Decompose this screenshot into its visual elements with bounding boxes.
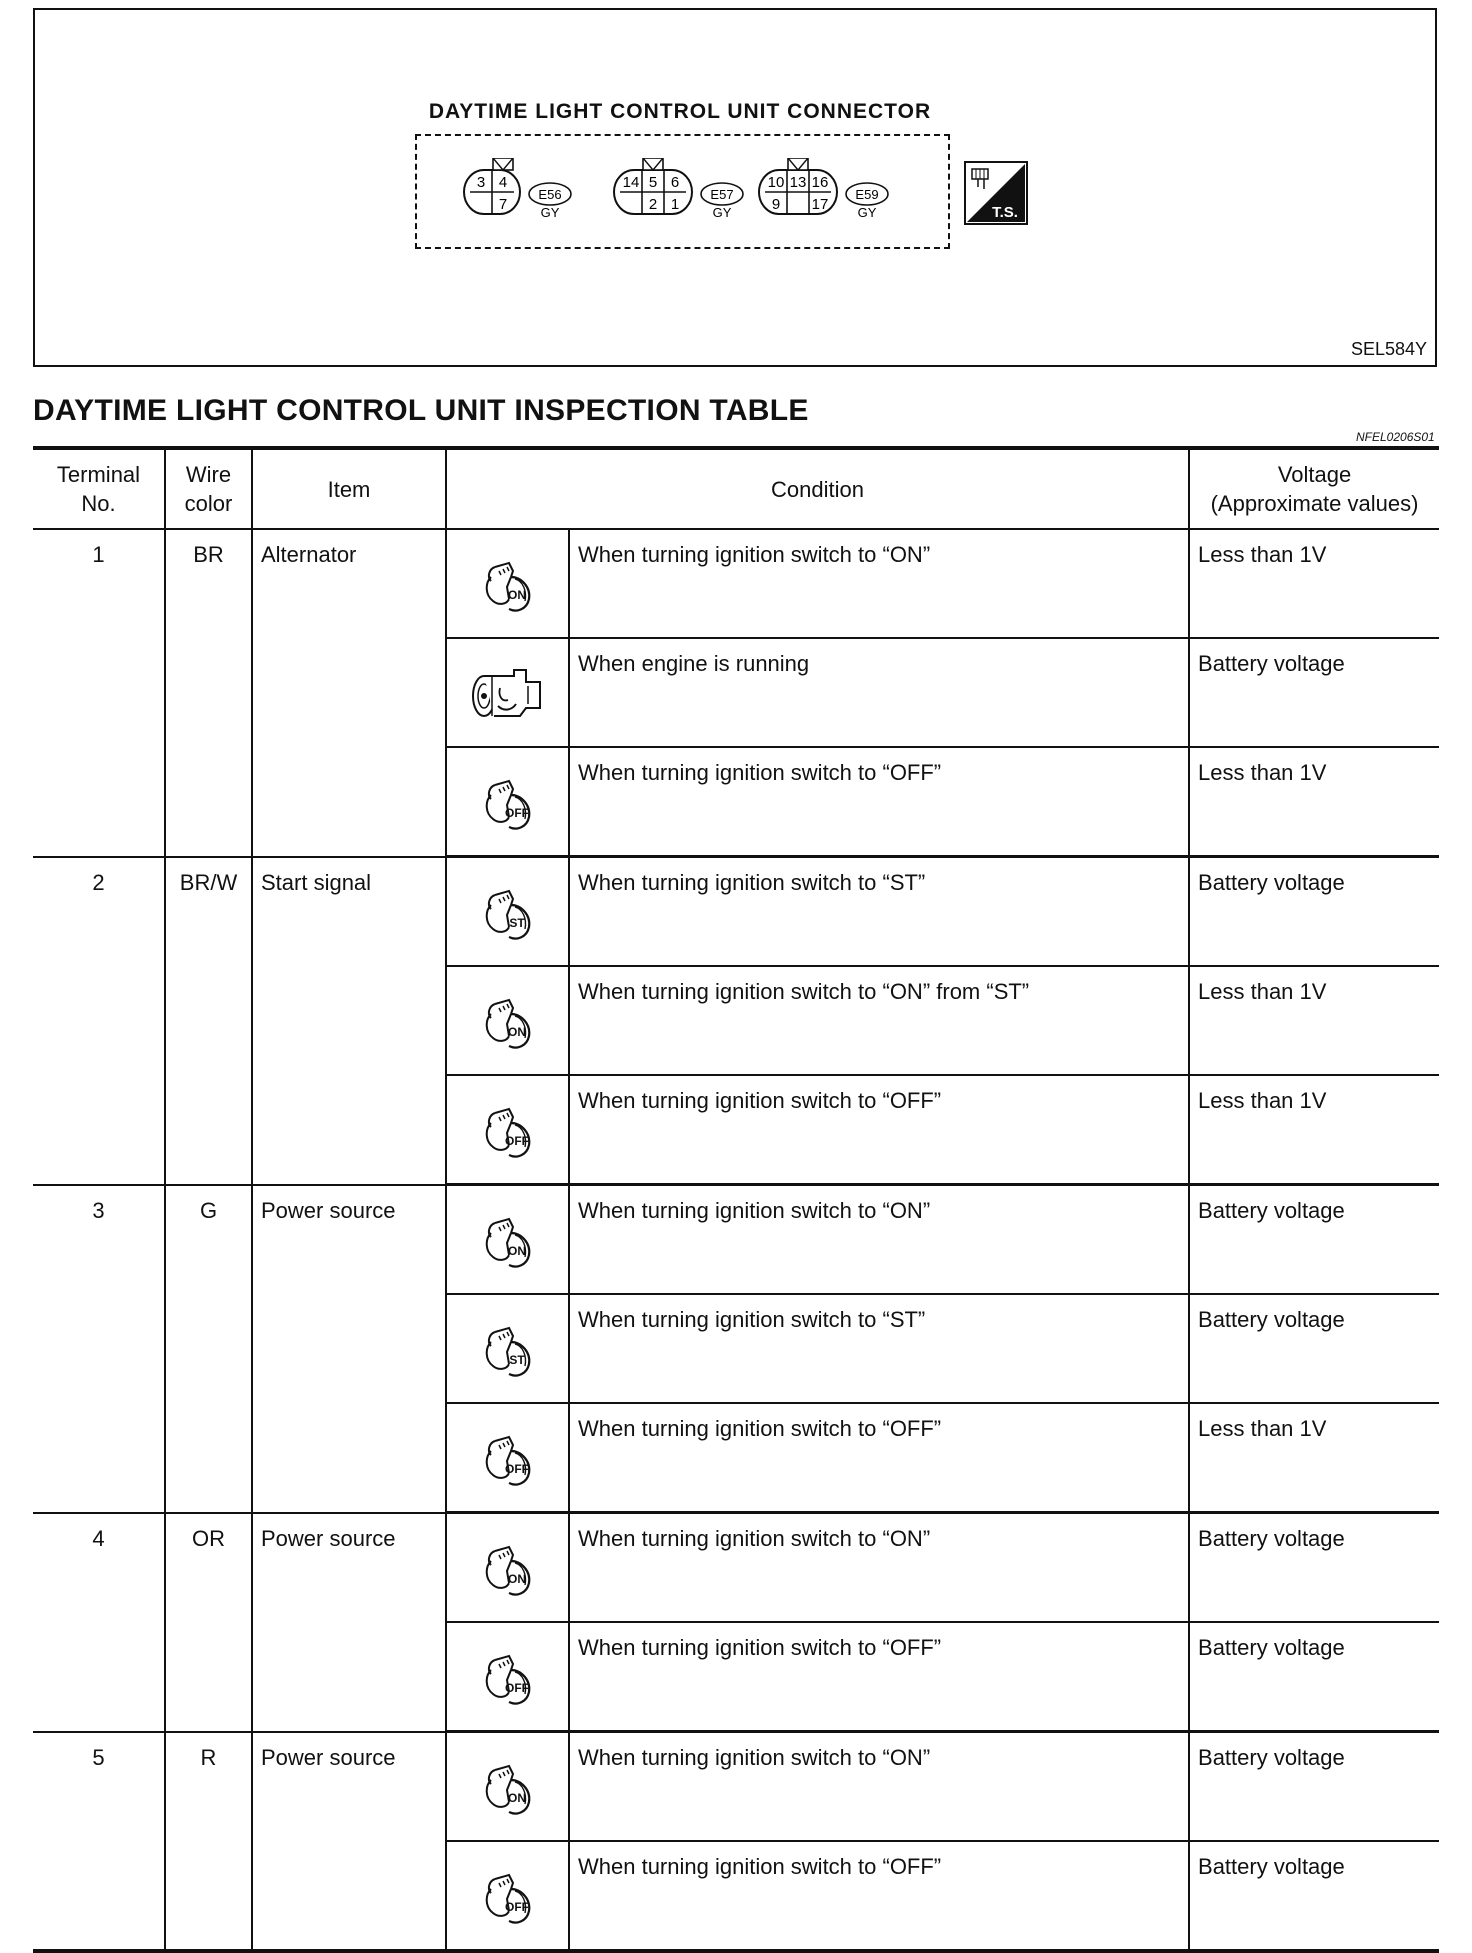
connector-id: E56 (538, 187, 562, 202)
pin-label: 6 (670, 174, 680, 191)
connector-group (415, 134, 950, 249)
table-row (33, 1513, 1439, 1623)
condition-icon-cell (446, 1294, 569, 1403)
svg-text:ST: ST (508, 915, 525, 930)
header-wire-color: Wire color (165, 448, 252, 529)
connector-diagram (33, 8, 1437, 367)
ignition-off-icon (477, 1443, 539, 1476)
ignition-on-icon (477, 569, 539, 602)
inspection-table (33, 446, 1439, 1953)
pin-label: 3 (476, 174, 486, 191)
condition-icon-cell (446, 1185, 569, 1295)
condition-icon-cell (446, 1841, 569, 1951)
pin-label: 2 (648, 196, 658, 213)
ignition-start-icon (477, 897, 539, 930)
svg-text:ON: ON (507, 1571, 526, 1586)
item-name: Power source (252, 1513, 446, 1732)
ignition-on-icon (477, 1006, 539, 1039)
condition-text: When turning ignition switch to “OFF” (569, 1075, 1189, 1185)
connector-id: E59 (855, 187, 879, 202)
section-title: DAYTIME LIGHT CONTROL UNIT INSPECTION TABLE (33, 394, 809, 427)
item-name: Power source (252, 1185, 446, 1513)
condition-icon-cell (446, 1622, 569, 1732)
voltage-value: Battery voltage (1189, 1185, 1439, 1295)
connector-e59 (757, 158, 901, 224)
pin-label: 9 (771, 196, 781, 213)
pin-label: 5 (648, 174, 658, 191)
condition-text: When turning ignition switch to “ST” (569, 857, 1189, 967)
connector-color: GY (540, 205, 560, 220)
voltage-value: Less than 1V (1189, 529, 1439, 638)
condition-text: When turning ignition switch to “ON” (569, 529, 1189, 638)
condition-text: When turning ignition switch to “ON” (569, 1513, 1189, 1623)
condition-text: When turning ignition switch to “ST” (569, 1294, 1189, 1403)
condition-text: When turning ignition switch to “ON” (569, 1732, 1189, 1842)
condition-icon-cell (446, 1075, 569, 1185)
voltage-value: Battery voltage (1189, 638, 1439, 747)
svg-text:ON: ON (507, 1024, 526, 1039)
condition-text: When turning ignition switch to “OFF” (569, 747, 1189, 857)
condition-icon-cell (446, 529, 569, 638)
pin-label: 1 (670, 196, 680, 213)
condition-icon-cell (446, 1732, 569, 1842)
connector-id: E57 (710, 187, 734, 202)
wire-color: BR (165, 529, 252, 857)
condition-text: When turning ignition switch to “OFF” (569, 1622, 1189, 1732)
voltage-value: Battery voltage (1189, 1294, 1439, 1403)
voltage-value: Battery voltage (1189, 1513, 1439, 1623)
item-name: Start signal (252, 857, 446, 1185)
condition-icon-cell (446, 1403, 569, 1513)
pin-label: 4 (498, 174, 508, 191)
pin-label: 14 (622, 174, 640, 191)
voltage-value: Less than 1V (1189, 966, 1439, 1075)
condition-text: When turning ignition switch to “OFF” (569, 1841, 1189, 1951)
condition-text: When turning ignition switch to “OFF” (569, 1403, 1189, 1513)
table-row (33, 529, 1439, 638)
ignition-on-icon (477, 1772, 539, 1805)
connector-e56 (462, 158, 584, 224)
svg-text:OFF: OFF (504, 1461, 529, 1476)
wire-color: R (165, 1732, 252, 1952)
voltage-value: Battery voltage (1189, 1622, 1439, 1732)
ignition-on-icon (477, 1553, 539, 1586)
svg-text:OFF: OFF (504, 1133, 529, 1148)
ignition-on-icon (477, 1225, 539, 1258)
svg-text:ON: ON (507, 1790, 526, 1805)
condition-text: When turning ignition switch to “ON” (569, 1185, 1189, 1295)
ignition-off-icon (477, 1115, 539, 1148)
terminal-number: 5 (33, 1732, 165, 1952)
voltage-value: Battery voltage (1189, 1841, 1439, 1951)
condition-icon-cell (446, 638, 569, 747)
svg-text:ON: ON (507, 587, 526, 602)
terminal-number: 3 (33, 1185, 165, 1513)
ts-label: T.S. (992, 204, 1018, 221)
ignition-start-icon (477, 1334, 539, 1367)
voltage-value: Less than 1V (1189, 1403, 1439, 1513)
connector-e57 (612, 158, 756, 224)
condition-text: When turning ignition switch to “ON” from “ST” (569, 966, 1189, 1075)
table-row (33, 1185, 1439, 1295)
condition-icon-cell (446, 747, 569, 857)
pin-label: 17 (811, 196, 829, 213)
diagram-title: DAYTIME LIGHT CONTROL UNIT CONNECTOR (428, 100, 932, 123)
condition-text: When engine is running (569, 638, 1189, 747)
connector-color: GY (857, 205, 877, 220)
ignition-off-icon (477, 1662, 539, 1695)
ts-icon (964, 161, 1028, 230)
terminal-number: 1 (33, 529, 165, 857)
pin-label: 10 (767, 174, 785, 191)
voltage-value: Less than 1V (1189, 1075, 1439, 1185)
wire-color: G (165, 1185, 252, 1513)
terminal-number: 2 (33, 857, 165, 1185)
document-code: NFEL0206S01 (1356, 430, 1435, 444)
table-row (33, 1732, 1439, 1842)
figure-reference: SEL584Y (1350, 339, 1427, 359)
pin-label: 16 (811, 174, 829, 191)
svg-text:ST: ST (508, 1352, 525, 1367)
terminal-number: 4 (33, 1513, 165, 1732)
engine-running-icon (468, 678, 548, 703)
wire-color: OR (165, 1513, 252, 1732)
wire-color: BR/W (165, 857, 252, 1185)
table-row (33, 857, 1439, 967)
voltage-value: Less than 1V (1189, 747, 1439, 857)
voltage-value: Battery voltage (1189, 1732, 1439, 1842)
header-condition: Condition (446, 448, 1189, 529)
pin-label: 13 (789, 174, 807, 191)
item-name: Alternator (252, 529, 446, 857)
header-terminal: Terminal No. (33, 448, 165, 529)
pin-label: 7 (498, 196, 508, 213)
voltage-value: Battery voltage (1189, 857, 1439, 967)
connector-color: GY (712, 205, 732, 220)
header-item: Item (252, 448, 446, 529)
ignition-off-icon (477, 1881, 539, 1914)
condition-icon-cell (446, 966, 569, 1075)
header-voltage: Voltage (Approximate values) (1189, 448, 1439, 529)
condition-icon-cell (446, 1513, 569, 1623)
ignition-off-icon (477, 787, 539, 820)
svg-text:ON: ON (507, 1243, 526, 1258)
condition-icon-cell (446, 857, 569, 967)
svg-text:OFF: OFF (504, 1899, 529, 1914)
table-header-row (33, 448, 1439, 529)
svg-text:OFF: OFF (504, 1680, 529, 1695)
svg-text:OFF: OFF (504, 805, 529, 820)
item-name: Power source (252, 1732, 446, 1952)
